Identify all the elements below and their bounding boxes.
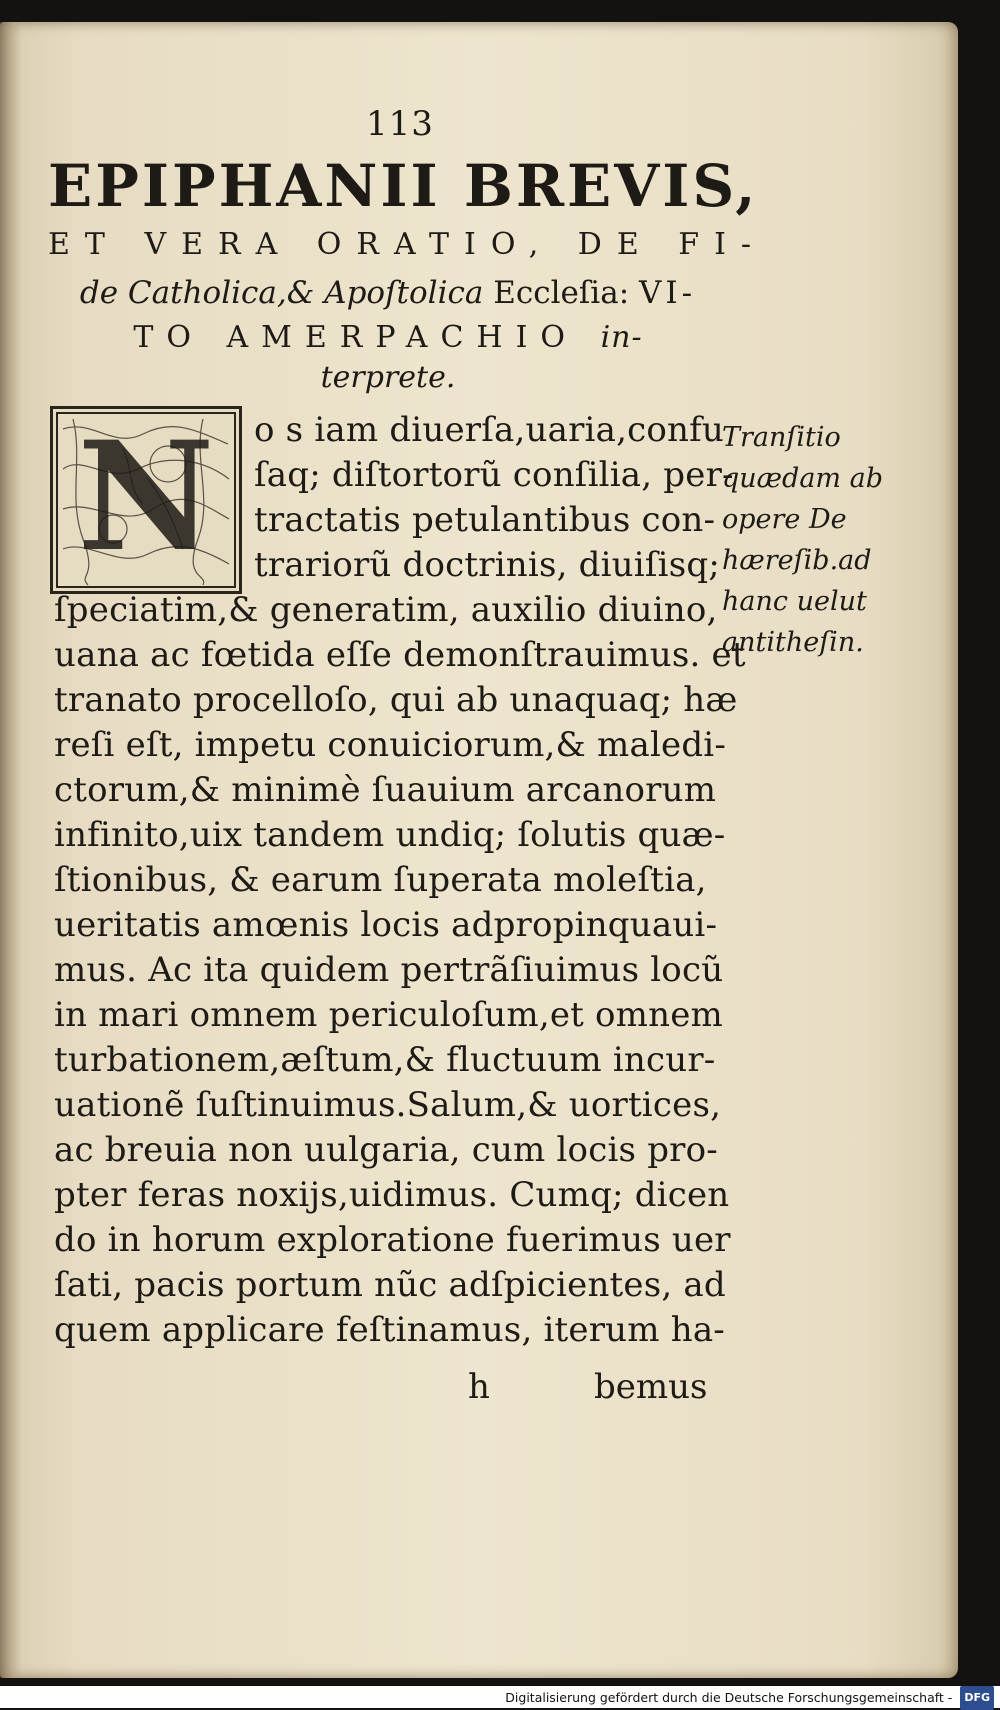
body-line: infinito,uix tandem undiq; ſolutis quæ- bbox=[54, 815, 726, 855]
body-line: uana ac fœtida eſſe demonſtrauimus. et bbox=[54, 635, 746, 675]
page-number: 113 bbox=[366, 104, 434, 144]
subtitle-line-2-italic: de Catholica,& Apoſtolica bbox=[79, 275, 484, 311]
body-line: pter feras noxijs,uidimus. Cumq; dicen bbox=[54, 1175, 730, 1215]
body-line: tractatis petulantibus con- bbox=[254, 500, 716, 540]
body-line: ſtionibus, & earum ſuperata moleſtia, bbox=[54, 860, 707, 900]
page-title: EPIPHANII BREVIS, bbox=[48, 152, 759, 220]
body-line: ctorum,& minimè ſuauium arcanorum bbox=[54, 770, 717, 810]
body-line: o s iam diuerſa,uaria,confu bbox=[254, 410, 724, 450]
body-line: quem applicare feſtinamus, iterum ha- bbox=[54, 1310, 725, 1350]
body-line: tranato procelloſo, qui ab unaquaq; hæ bbox=[54, 680, 738, 720]
body-line: mus. Ac ita quidem pertrãſiuimus locũ bbox=[54, 950, 724, 990]
body-line: in mari omnem periculoſum,et omnem bbox=[54, 995, 723, 1035]
body-line: trariorũ doctrinis, diuiſisq; bbox=[254, 545, 720, 585]
subtitle-line-3-italic: in- bbox=[600, 320, 643, 355]
body-line: turbationem,æſtum,& fluctuum incur- bbox=[54, 1040, 716, 1080]
catchword: bemus bbox=[594, 1367, 708, 1407]
body-line: uationẽ ſuſtinuimus.Salum,& uortices, bbox=[54, 1085, 722, 1125]
woodcut-initial-icon bbox=[53, 409, 239, 591]
book-page bbox=[0, 22, 958, 1678]
footer-credit: Digitalisierung gefördert durch die Deutsche Forschungsgemeinschaft - bbox=[505, 1690, 953, 1705]
body-line: do in horum exploratione fuerimus uer bbox=[54, 1220, 731, 1260]
margin-note-line: antitheſin. bbox=[722, 627, 864, 658]
body-line: ſaq; diſtortorũ conſilia, per- bbox=[254, 455, 734, 495]
margin-note-line: Tranſitio bbox=[722, 422, 841, 453]
subtitle-line-3 bbox=[48, 320, 728, 355]
subtitle-line-4: terprete. bbox=[320, 360, 456, 395]
margin-note-line: hæreſib.ad bbox=[722, 545, 872, 576]
page-gutter-shadow bbox=[0, 22, 22, 1678]
decorated-initial-n bbox=[50, 406, 242, 594]
svg-text:N: N bbox=[77, 409, 215, 585]
subtitle-line-2-roman: Eccleſia: bbox=[493, 275, 630, 311]
subtitle-line-3-caps: TO AMERPACHIO bbox=[133, 320, 579, 355]
subtitle-line-1: ET VERA ORATIO, DE FI- bbox=[48, 227, 767, 262]
body-line: ſpeciatim,& generatim, auxilio diuino, bbox=[54, 590, 718, 630]
subtitle-line-2 bbox=[48, 275, 728, 311]
dfg-logo: DFG bbox=[960, 1686, 994, 1710]
body-line: ueritatis amœnis locis adpropinquaui- bbox=[54, 905, 718, 945]
subtitle-line-2-caps: VI- bbox=[639, 275, 697, 311]
body-line: reſi eſt, impetu conuiciorum,& maledi- bbox=[54, 725, 727, 765]
margin-note-line: quædam ab bbox=[722, 463, 883, 494]
margin-note-line: hanc uelut bbox=[722, 586, 867, 617]
body-line: ac breuia non uulgaria, cum locis pro- bbox=[54, 1130, 718, 1170]
margin-note-line: opere De bbox=[722, 504, 847, 535]
digitization-footer bbox=[0, 1686, 1000, 1708]
signature-mark: h bbox=[468, 1367, 490, 1407]
body-line: ſati, pacis portum nũc adſpicientes, ad bbox=[54, 1265, 726, 1305]
